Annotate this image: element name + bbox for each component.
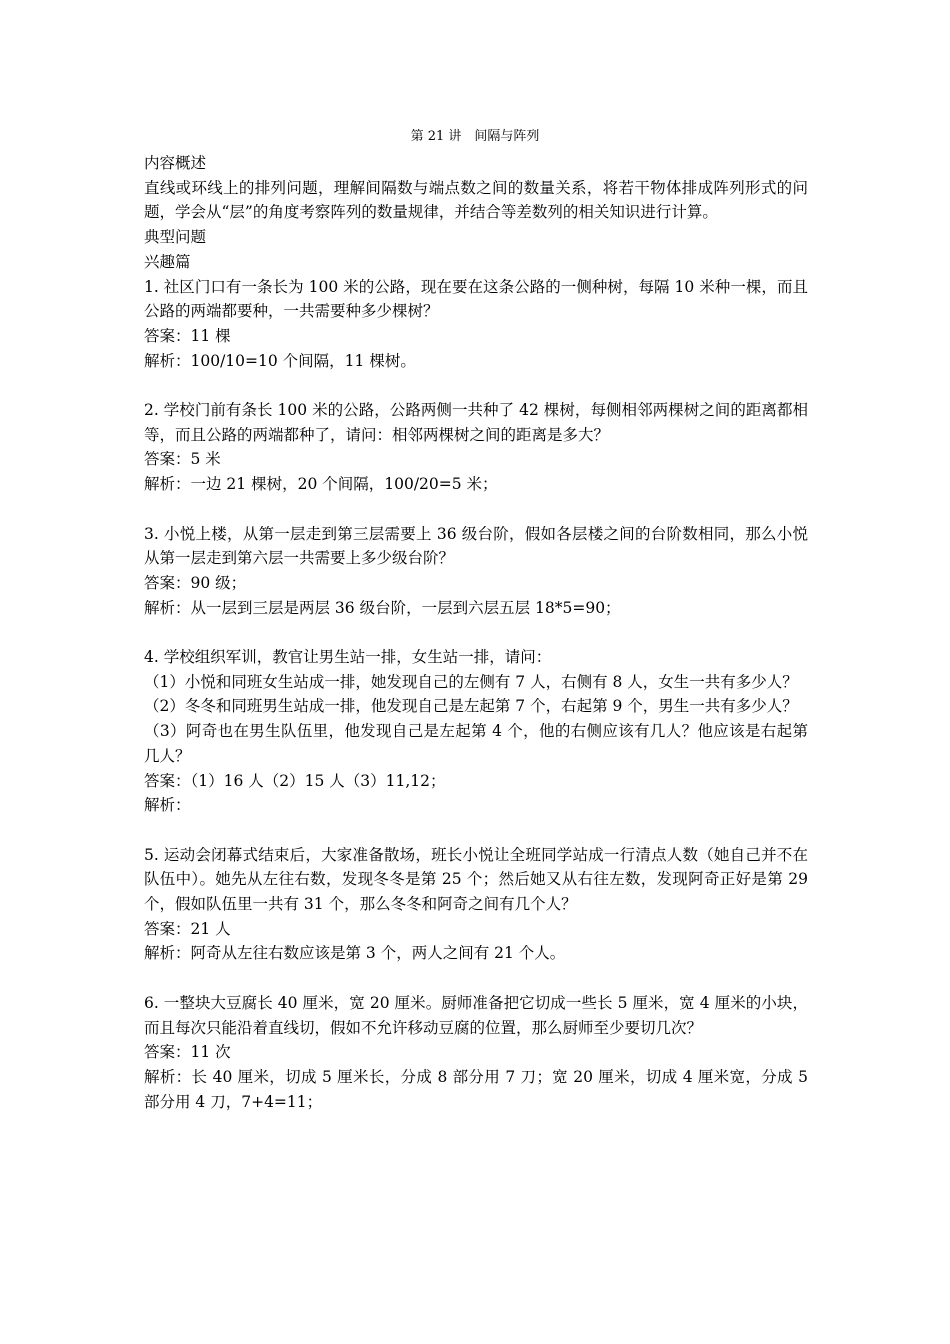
overview-text: 直线或环线上的排列问题，理解间隔数与端点数之间的数量关系，将若干物体排成阵列形式的问题，学会从“层”的角度考察阵列的数量规律，并结合等差数列的相关知识进行计算。 [144, 178, 808, 222]
answer-text: 答案：90 级； [144, 573, 247, 592]
question-part-1: （1）小悦和同班女生站成一排，她发现自己的左侧有 7 人，右侧有 8 人，女生一共有多少人？ [144, 672, 798, 691]
question-text: 6. 一整块大豆腐长 40 厘米，宽 20 厘米。厨师准备把它切成一些长 5 厘米，宽 4 厘米的小块，而且每次只能沿着直线切，假如不允许移动豆腐的位置，那么厨师至少要切几次？ [144, 993, 808, 1037]
analysis-text: 解析：一边 21 棵树，20 个间隔，100/20=5 米； [144, 475, 498, 494]
question-5 [144, 843, 808, 967]
spacer [144, 620, 808, 645]
question-4 [144, 645, 808, 818]
question-text: 4. 学校组织军训，教官让男生站一排，女生站一排，请问： [144, 648, 552, 667]
question-text: 5. 运动会闭幕式结束后，大家准备散场，班长小悦让全班同学站成一行清点人数（她自己并不在队伍中）。她先从左往右数，发现冬冬是第 25 个；然后她又从右往左数，发现阿奇正好是第 29 个，假如队伍里一共有 31 个，那么冬冬和阿奇之间有几个人？ [144, 845, 808, 914]
typical-problems-heading: 典型问题 [144, 228, 207, 247]
overview-heading: 内容概述 [144, 154, 207, 172]
analysis-text: 解析：从一层到三层是两层 36 级台阶，一层到六层五层 18*5=90； [144, 598, 621, 617]
analysis-text: 解析：100/10=10 个间隔，11 棵树。 [144, 351, 416, 370]
analysis-text: 解析：阿奇从左往右数应该是第 3 个，两人之间有 21 个人。 [144, 944, 566, 963]
answer-text: 答案：11 棵 [144, 326, 231, 345]
question-3 [144, 522, 808, 621]
answer-text: 答案：5 米 [144, 450, 221, 469]
analysis-text: 解析：长 40 厘米，切成 5 厘米长，分成 8 部分用 7 刀；宽 20 厘米，切成 4 厘米宽，分成 5 部分用 4 刀，7+4=11； [144, 1067, 808, 1111]
lecture-title: 第 21 讲 间隔与阵列 [410, 129, 540, 144]
spacer [144, 373, 808, 398]
document-body [144, 151, 808, 1114]
answer-text: 答案：21 人 [144, 919, 231, 938]
question-text: 1. 社区门口有一条长为 100 米的公路，现在要在这条公路的一侧种树，每隔 10 米种一棵，而且公路的两端都要种，一共需要种多少棵树？ [144, 277, 808, 321]
answer-text: 答案：（1）16 人（2）15 人（3）11,12； [144, 771, 446, 790]
spacer [144, 818, 808, 843]
question-6 [144, 991, 808, 1115]
question-text: 2. 学校门前有条长 100 米的公路，公路两侧一共种了 42 棵树，每侧相邻两棵树之间的距离都相等，而且公路的两端都种了，请问：相邻两棵树之间的距离是多大？ [144, 401, 808, 444]
question-2 [144, 398, 808, 497]
question-1 [144, 275, 808, 374]
spacer [144, 966, 808, 991]
question-part-2: （2）冬冬和同班男生站成一排，他发现自己是左起第 7 个，右起第 9 个，男生一共有多少人？ [144, 697, 798, 716]
question-text: 3. 小悦上楼，从第一层走到第三层需要上 36 级台阶，假如各层楼之间的台阶数相同，那么小悦从第一层走到第六层一共需要上多少级台阶？ [144, 524, 808, 568]
question-part-3: （3）阿奇也在男生队伍里，他发现自己是左起第 4 个，他的右侧应该有几人？他应该是右起第几人？ [144, 722, 808, 765]
interest-level-heading: 兴趣篇 [144, 252, 191, 271]
analysis-text: 解析： [144, 796, 191, 815]
answer-text: 答案：11 次 [144, 1043, 231, 1062]
spacer [144, 497, 808, 522]
